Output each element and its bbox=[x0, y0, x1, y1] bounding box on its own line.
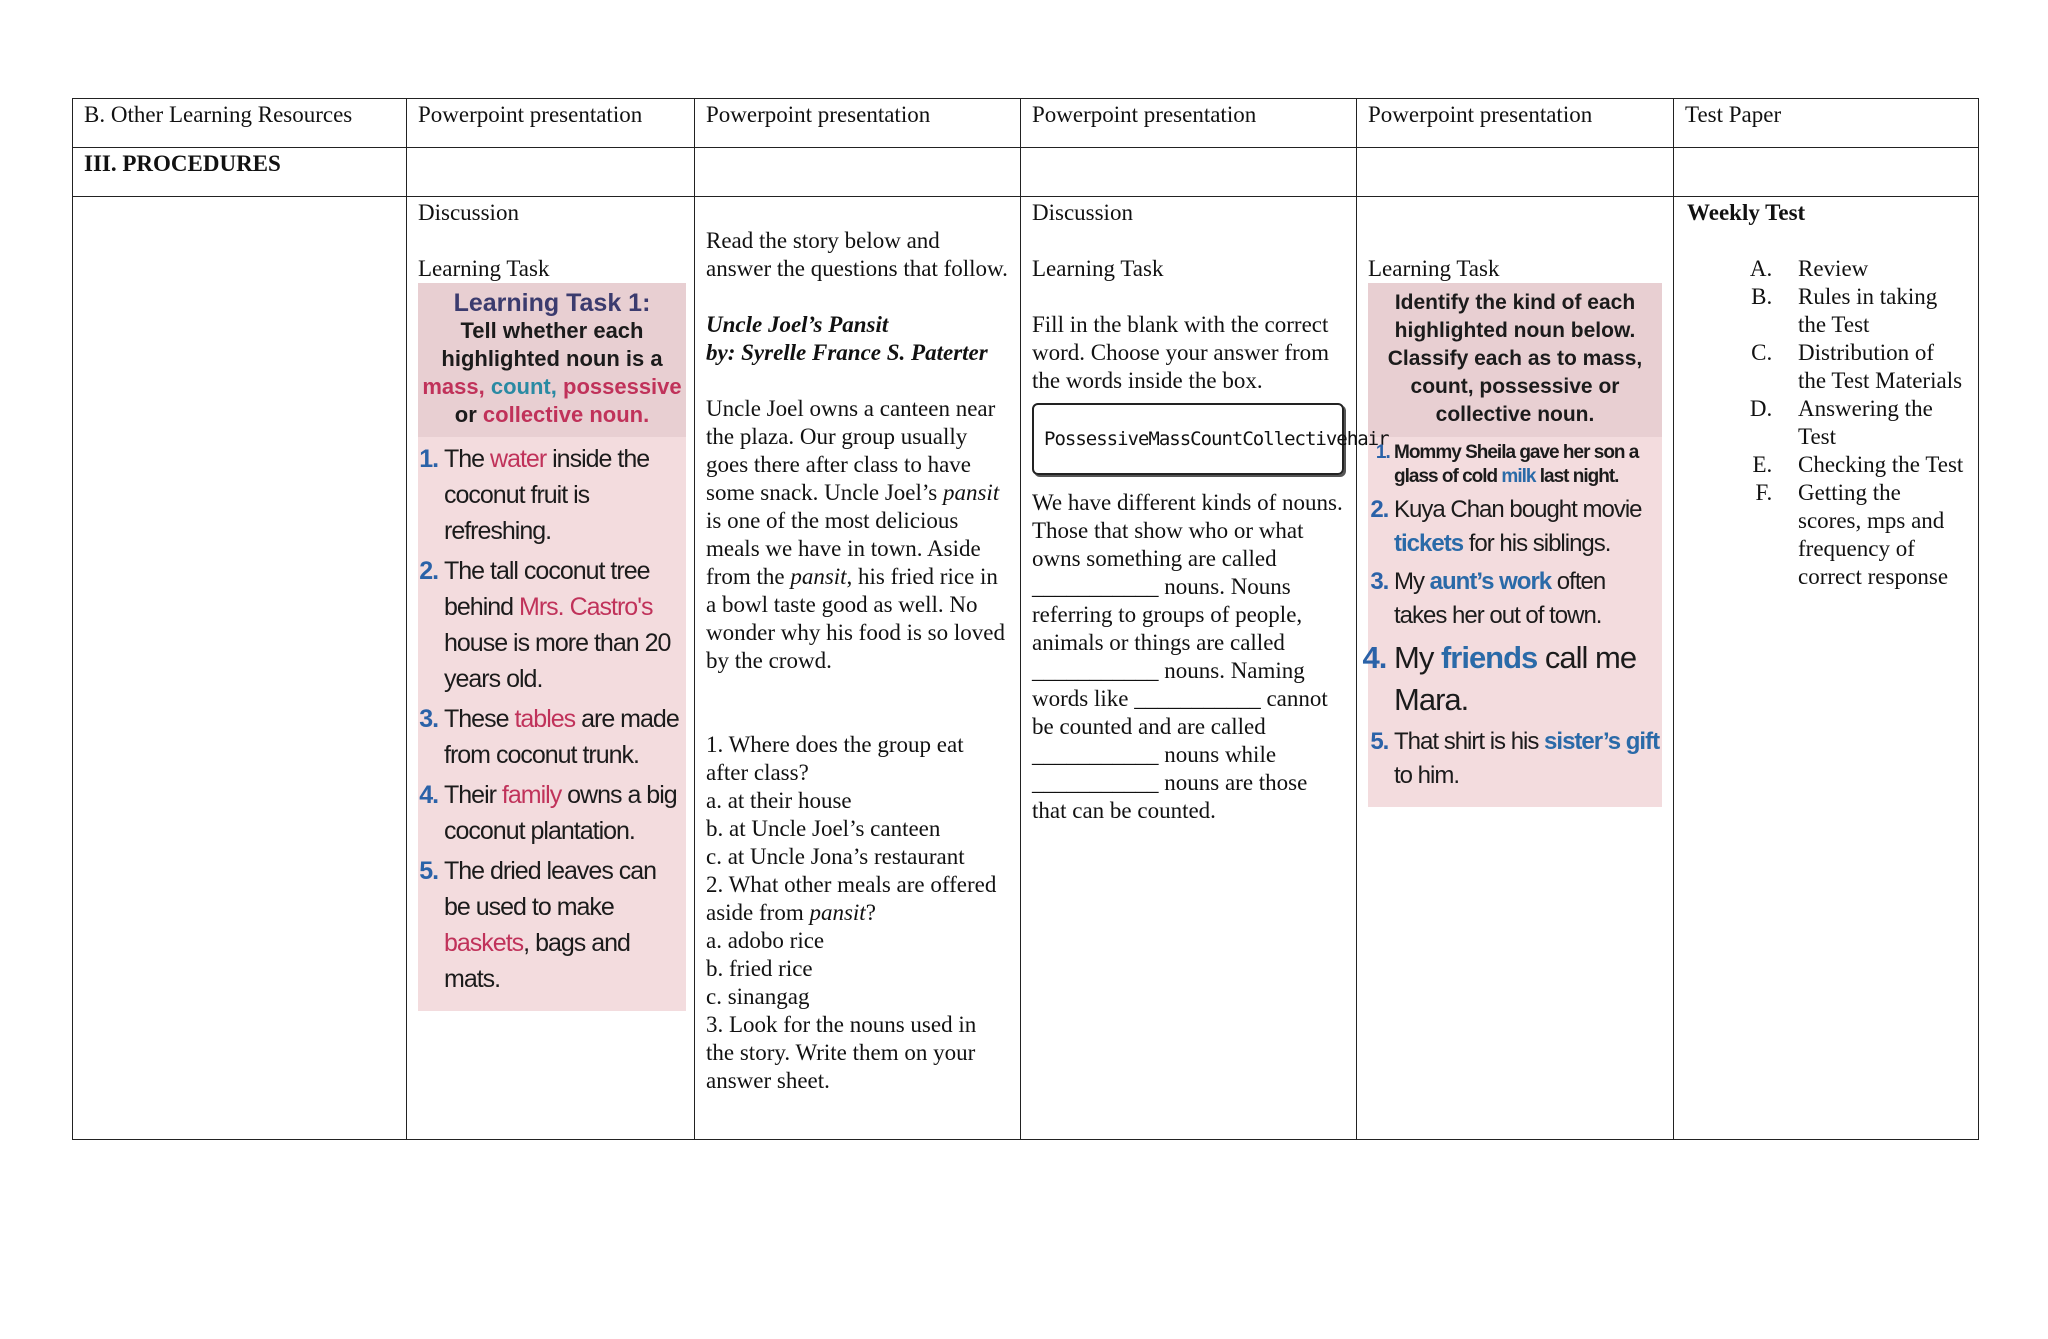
list-item: 2. Kuya Chan bought movie tickets for his siblings. bbox=[1394, 493, 1660, 561]
word-choice-box bbox=[1032, 403, 1389, 475]
empty-cell bbox=[1357, 148, 1674, 197]
story-paragraph: Uncle Joel owns a canteen near the plaza. Our group usually goes there after class to have some snack. Uncle Joel’s pansit is one of the most delicious meals we have in town. Aside from the pansit, his fried rice in a bowl taste good as well. No wonder why his food is so loved by the crowd. bbox=[706, 396, 1005, 673]
learning-task-1-items bbox=[418, 437, 686, 1011]
day2-intro: Read the story below and answer the questions that follow. bbox=[706, 228, 1008, 281]
list-item: 1. Mommy Sheila gave her son a glass of cold milk last night. bbox=[1394, 441, 1660, 489]
day2-cell bbox=[695, 197, 1021, 1140]
list-item: 2. The tall coconut tree behind Mrs. Castro's house is more than 20 years old. bbox=[444, 553, 684, 697]
question-1-choice-a: a. at their house bbox=[706, 788, 852, 813]
question-2: 2. What other meals are offered aside from pansit? bbox=[706, 872, 997, 925]
day1-cell bbox=[407, 197, 695, 1140]
learning-task-1-header: Learning Task 1: Tell whether each highlighted noun is a mass, count, possessive or collective noun. bbox=[418, 283, 686, 437]
empty-cell bbox=[1674, 148, 1979, 197]
resource-day2: Powerpoint presentation bbox=[695, 99, 1021, 148]
resource-day3: Powerpoint presentation bbox=[1021, 99, 1357, 148]
day3-instruction: Fill in the blank with the correct word. Choose your answer from the words inside the box. bbox=[1032, 312, 1330, 393]
word-choice: Collective bbox=[1242, 428, 1347, 450]
weekly-test-steps bbox=[1687, 255, 1967, 591]
list-item: 3. My aunt’s work often takes her out of town. bbox=[1394, 565, 1660, 633]
list-item: E. Checking the Test bbox=[1778, 451, 1967, 479]
row-procedures bbox=[73, 148, 1979, 197]
day5-cell bbox=[1674, 197, 1979, 1140]
list-item: C. Distribution of the Test Materials bbox=[1778, 339, 1967, 395]
learning-task-2-items bbox=[1368, 437, 1662, 807]
word-choice: Mass bbox=[1148, 428, 1191, 450]
learning-task-2-image bbox=[1368, 283, 1662, 807]
learning-task-2-header: Identify the kind of each highlighted noun below. Classify each as to mass, count, possessive or collective noun. bbox=[1368, 283, 1662, 437]
resource-day1: Powerpoint presentation bbox=[407, 99, 695, 148]
learning-task-1-image bbox=[418, 283, 686, 1011]
empty-label-cell bbox=[73, 197, 407, 1140]
question-1-choice-b: b. at Uncle Joel’s canteen bbox=[706, 816, 941, 841]
list-item: A. Review bbox=[1778, 255, 1967, 283]
day1-discussion: Discussion bbox=[418, 200, 519, 225]
list-item: 3. These tables are made from coconut trunk. bbox=[444, 701, 684, 773]
weekly-test-title: Weekly Test bbox=[1687, 200, 1806, 225]
learning-task-1-title: Learning Task 1: bbox=[453, 289, 651, 317]
day4-learning-task: Learning Task bbox=[1368, 256, 1500, 281]
empty-cell bbox=[407, 148, 695, 197]
day3-discussion: Discussion bbox=[1032, 200, 1133, 225]
story-title: Uncle Joel’s Pansit bbox=[706, 312, 889, 337]
row-label-resources: B. Other Learning Resources bbox=[73, 99, 407, 148]
empty-cell bbox=[695, 148, 1021, 197]
question-1: 1. Where does the group eat after class? bbox=[706, 732, 964, 785]
row-procedure-content bbox=[73, 197, 1979, 1140]
question-2-choice-b: b. fried rice bbox=[706, 956, 813, 981]
story-author: by: Syrelle France S. Paterter bbox=[706, 340, 988, 365]
resource-day5: Test Paper bbox=[1674, 99, 1979, 148]
list-item: 4. My friends call me Mara. bbox=[1394, 637, 1660, 721]
day3-learning-task: Learning Task bbox=[1032, 256, 1164, 281]
question-2-choice-a: a. adobo rice bbox=[706, 928, 825, 953]
question-3: 3. Look for the nouns used in the story. Write them on your answer sheet. bbox=[706, 1012, 977, 1093]
list-item: 5. The dried leaves can be used to make baskets, bags and mats. bbox=[444, 853, 684, 997]
row-label-procedures: III. PROCEDURES bbox=[73, 148, 407, 197]
day1-learning-task: Learning Task bbox=[418, 256, 550, 281]
row-other-learning-resources bbox=[73, 99, 1979, 148]
list-item: B. Rules in taking the Test bbox=[1778, 283, 1967, 339]
list-item: 4. Their family owns a big coconut plantation. bbox=[444, 777, 684, 849]
word-choice: Possessive bbox=[1044, 428, 1149, 450]
question-2-choice-c: c. sinangag bbox=[706, 984, 810, 1009]
day4-cell bbox=[1357, 197, 1674, 1140]
list-item: 5. That shirt is his sister’s gift to him. bbox=[1394, 725, 1660, 793]
list-item: D. Answering the Test bbox=[1778, 395, 1967, 451]
word-choice: Count bbox=[1190, 428, 1243, 450]
lesson-plan-table bbox=[72, 98, 1979, 1140]
word-choice: hair bbox=[1346, 428, 1389, 450]
day3-cell bbox=[1021, 197, 1389, 1140]
question-1-choice-c: c. at Uncle Jona’s restaurant bbox=[706, 844, 965, 869]
empty-cell bbox=[1021, 148, 1357, 197]
resource-day4: Powerpoint presentation bbox=[1357, 99, 1674, 148]
list-item: 1. The water inside the coconut fruit is refreshing. bbox=[444, 441, 684, 549]
fill-in-paragraph: We have different kinds of nouns. Those that show who or what owns something are called ___________ nouns. Nouns referring to groups of people, animals or things are called ___________ nouns. Naming words like ___________ cannot be counted and are called ___________ nouns while ___________ nouns are those that can be counted. bbox=[1032, 490, 1343, 823]
list-item: F. Getting the scores, mps and frequency of correct response bbox=[1778, 479, 1967, 591]
